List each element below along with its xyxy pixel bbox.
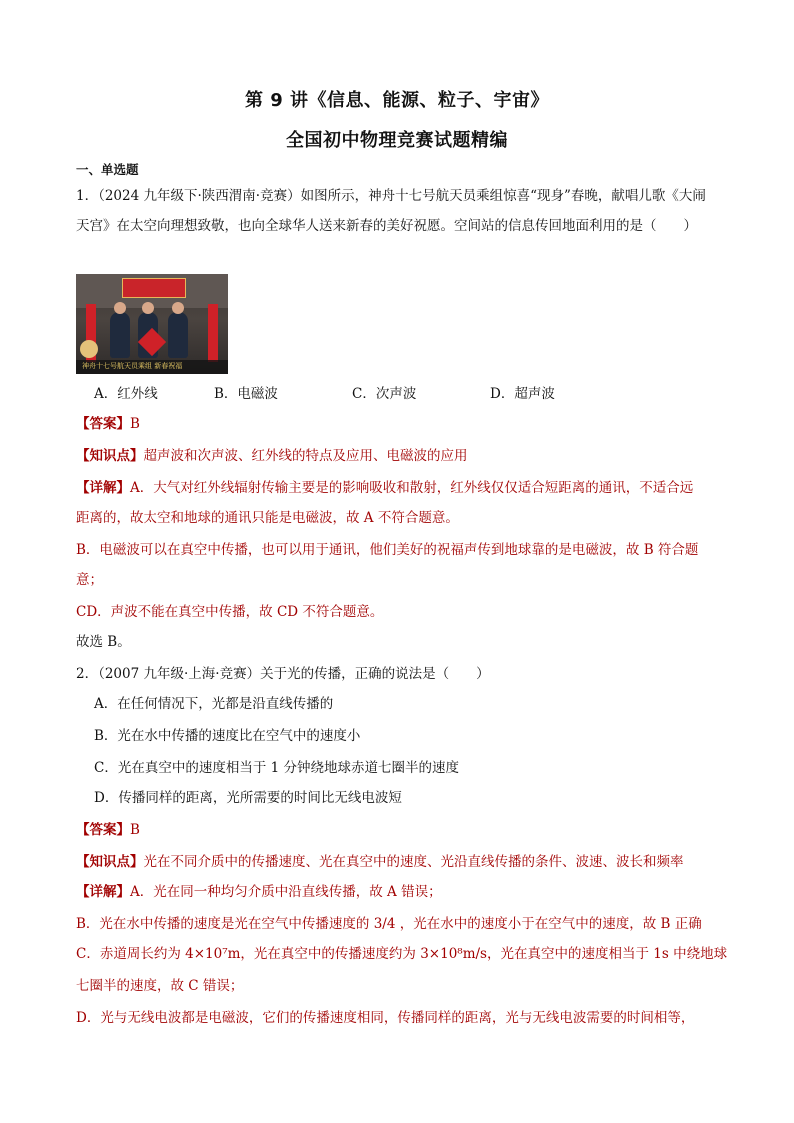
q1-answer-value: B — [130, 416, 140, 432]
q1-option-c: C．次声波 — [352, 386, 417, 402]
q2-stem: 2．（2007 九年级·上海·竞赛）关于光的传播，正确的说法是（ ） — [76, 666, 490, 682]
q2-answer-tag: 【答案】 — [76, 822, 130, 838]
cctv-logo-icon — [80, 340, 98, 358]
q1-option-d: D．超声波 — [490, 386, 555, 402]
q2-detail-line-3: C．赤道周长约为 4×10⁷m，光在真空中的传播速度约为 3×10⁸m/s，光在真空中的速度相当于 1s 中绕地球 — [76, 946, 728, 962]
q1-detail-line-5: CD．声波不能在真空中传播，故 CD 不符合题意。 — [76, 604, 384, 620]
q2-option-d: D．传播同样的距离，光所需要的时间比无线电波短 — [94, 790, 402, 806]
q2-detail-text-1: A．光在同一种均匀介质中沿直线传播，故 A 错误； — [130, 884, 442, 900]
q2-answer — [76, 820, 140, 840]
astronaut-spring-festival-photo — [76, 274, 228, 374]
q1-stem-line-2: 天宫》在太空向理想致敬，也向全球华人送来新春的美好祝愿。空间站的信息传回地面利用的是（ ） — [76, 218, 697, 234]
q1-option-b: B．电磁波 — [214, 386, 278, 402]
lecture-title: 第 9 讲《信息、能源、粒子、宇宙》 — [244, 90, 550, 111]
q2-option-c: C．光在真空中的速度相当于 1 分钟绕地球赤道七圈半的速度 — [94, 760, 460, 776]
q2-detail-tag: 【详解】 — [76, 884, 130, 900]
section-heading: 一、单选题 — [76, 162, 139, 177]
q1-option-a: A．红外线 — [94, 386, 158, 402]
q2-option-a: A．在任何情况下，光都是沿直线传播的 — [94, 696, 334, 712]
q1-knowledge-tag: 【知识点】 — [76, 448, 144, 464]
q1-knowledge-text: 超声波和次声波、红外线的特点及应用、电磁波的应用 — [143, 448, 468, 464]
q1-detail-line-2: 距离的，故太空和地球的通讯只能是电磁波，故 A 不符合题意。 — [76, 510, 459, 526]
q2-knowledge — [76, 852, 684, 872]
q2-detail-line-1 — [76, 882, 442, 902]
q2-answer-value: B — [130, 822, 140, 838]
q1-detail-tag: 【详解】 — [76, 480, 130, 496]
q1-detail-line-3: B．电磁波可以在真空中传播，也可以用于通讯，他们美好的祝福声传到地球靠的是电磁波，故 B 符合题 — [76, 542, 699, 558]
q2-option-b: B．光在水中传播的速度比在空气中的速度小 — [94, 728, 361, 744]
lecture-subtitle: 全国初中物理竞赛试题精编 — [286, 130, 508, 151]
q1-detail-line-4: 意； — [76, 572, 103, 588]
q1-detail-line-1 — [76, 478, 693, 498]
q2-detail-line-5: D．光与无线电波都是电磁波，它们的传播速度相同，传播同样的距离，光与无线电波需要的时间相等， — [76, 1010, 695, 1026]
q1-knowledge — [76, 446, 468, 466]
q1-stem-line-1: 1．（2024 九年级下·陕西渭南·竞赛）如图所示，神舟十七号航天员乘组惊喜“现身”春晚，献唱儿歌《大闹 — [76, 188, 706, 204]
q2-detail-line-4: 七圈半的速度，故 C 错误； — [76, 978, 244, 994]
q1-answer — [76, 414, 140, 434]
q2-knowledge-tag: 【知识点】 — [76, 854, 144, 870]
q1-detail-text-1: A．大气对红外线辐射传输主要是的影响吸收和散射，红外线仅仅适合短距离的通讯，不适合远 — [130, 480, 694, 496]
q1-answer-tag: 【答案】 — [76, 416, 130, 432]
q2-knowledge-text: 光在不同介质中的传播速度、光在真空中的速度、光沿直线传播的条件、波速、波长和频率 — [143, 854, 684, 870]
q2-detail-line-2: B．光在水中传播的速度是光在空气中传播速度的 3/4 ，光在水中的速度小于在空气中的速度，故 B 正确 — [76, 916, 702, 932]
photo-caption: 神舟十七号航天员乘组 新春祝福 — [82, 362, 183, 370]
q1-conclusion: 故选 B。 — [76, 634, 131, 650]
